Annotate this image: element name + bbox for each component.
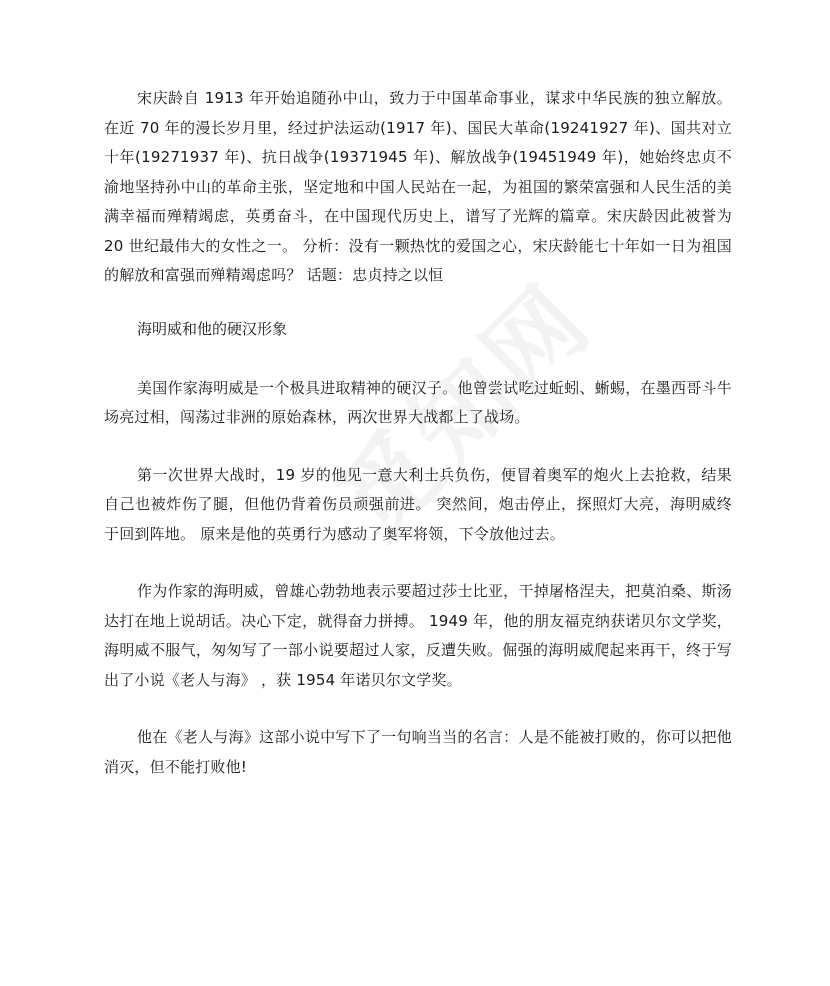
paragraph-soong-ching-ling: 宋庆龄自 1913 年开始追随孙中山，致力于中国革命事业，谋求中华民族的独立解放。在近 70 年的漫长岁月里，经过护法运动(1917 年)、国民大革命(19241927 年)、国共对立十年(19271937 年)、抗日战争(19371945 年)、解放战争(19451949 年)，她始终忠贞不渝地坚持孙中山的革命主张，坚定地和中国人民站在一起，为祖国的繁荣富强和人民生活的美满幸福而殚精竭虑，英勇奋斗，在中国现代历史上，谱写了光辉的篇章。宋庆龄因此被誉为 20 世纪最伟大的女性之一。 分析：没有一颗热忱的爱国之心，宋庆龄能七十年如一日为祖国的解放和富强而殚精竭虑吗？ 话题：忠贞持之以恒 — [104, 89, 732, 284]
paragraph-hemingway-quote: 他在《老人与海》这部小说中写下了一句响当当的名言：人是不能被打败的，你可以把他消灭，但不能打败他! — [104, 728, 732, 776]
paragraph-hemingway-intro: 美国作家海明威是一个极具进取精神的硬汉子。他曾尝试吃过蚯蚓、蜥蜴，在墨西哥斗牛场亮过相，闯荡过非洲的原始森林，两次世界大战都上了战场。 — [104, 378, 732, 426]
paragraph-hemingway-ww1: 第一次世界大战时，19 岁的他见一意大利士兵负伤，便冒着奥军的炮火上去抢救，结果自己也被炸伤了腿，但他仍背着伤员顽强前进。 突然间，炮击停止，探照灯大亮，海明威终于回到阵地。 原来是他的英勇行为感动了奥军将领，下令放他过去。 — [104, 465, 732, 543]
paragraph-hemingway-writer: 作为作家的海明威，曾雄心勃勃地表示要超过莎士比亚，干掉屠格涅夫，把莫泊桑、斯汤达打在地上说胡话。决心下定，就得奋力拼搏。 1949 年，他的朋友福克纳获诺贝尔文学奖，海明威不服气，匆匆写了一部小说要超过人家，反遭失败。倔强的海明威爬起来再干，终于写出了小说《老人与海》 ，获 1954 年诺贝尔文学奖。 — [104, 582, 732, 689]
document-page — [104, 84, 732, 782]
section-heading: 海明威和他的硬汉形象 — [137, 319, 288, 338]
